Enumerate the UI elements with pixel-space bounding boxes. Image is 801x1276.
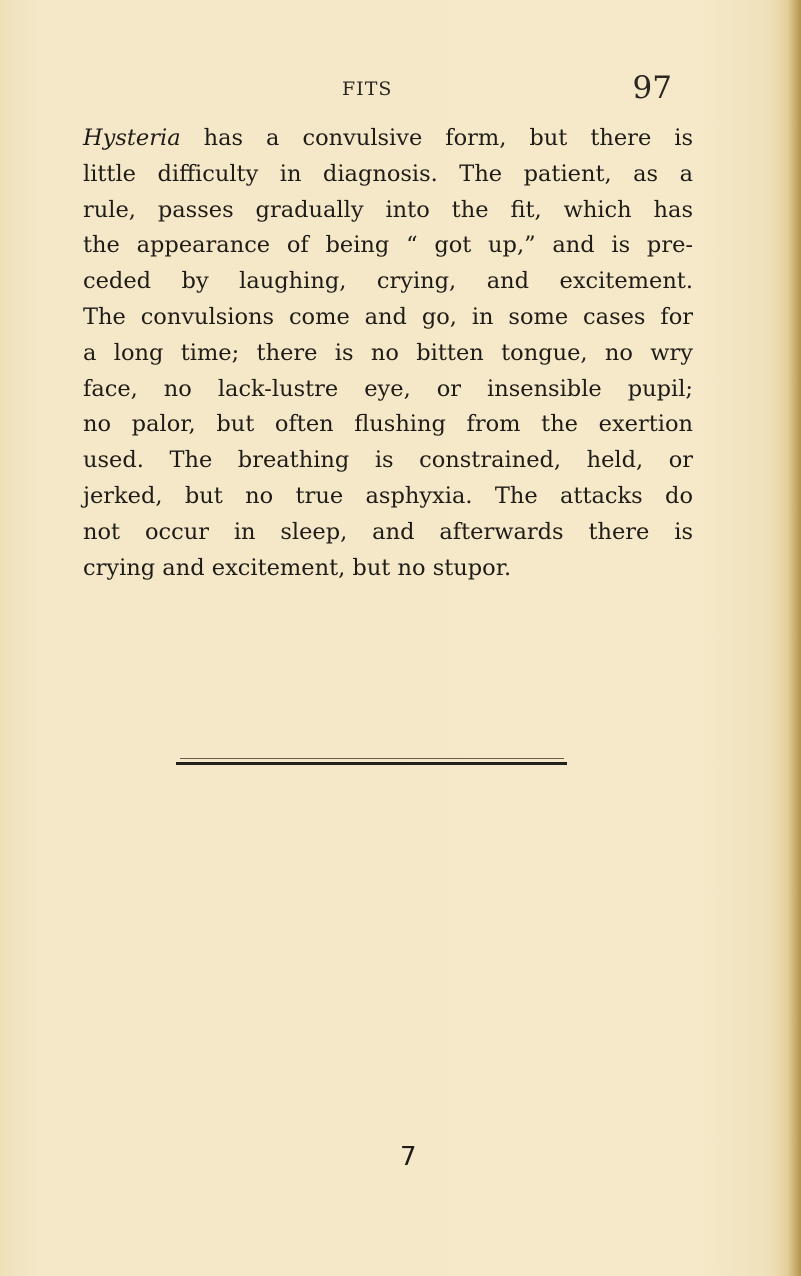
text-line: the appearance of being “ got up,” and is pre- xyxy=(83,232,693,259)
text-line: The convulsions come and go, in some cases for xyxy=(83,303,693,330)
text-line: used. The breathing is constrained, held, or xyxy=(83,447,693,474)
section-rule-thin xyxy=(180,758,564,759)
text-line: ceded by laughing, crying, and excitement. xyxy=(83,268,693,295)
signature-mark: 7 xyxy=(400,1142,417,1172)
text-line xyxy=(83,121,693,157)
text-line: face, no lack-lustre eye, or insensible pupil; xyxy=(83,375,693,402)
page-number: 97 xyxy=(632,70,672,106)
text-line: rule, passes gradually into the fit, which has xyxy=(83,196,693,223)
body-paragraph xyxy=(83,121,693,586)
text-line: little difficulty in diagnosis. The patient, as a xyxy=(83,160,693,187)
page-edge-shadow xyxy=(787,0,801,1276)
text-line: not occur in sleep, and afterwards there is xyxy=(83,518,693,545)
text-line: no palor, but often flushing from the exertion xyxy=(83,411,693,438)
section-rule xyxy=(176,762,567,765)
running-head xyxy=(80,70,680,110)
text-line: a long time; there is no bitten tongue, no wry xyxy=(83,339,693,366)
text-line-rest: has a convulsive form, but there is xyxy=(180,125,693,151)
running-head-title: FITS xyxy=(342,78,393,100)
text-line: jerked, but no true asphyxia. The attacks do xyxy=(83,482,693,509)
italic-term: Hysteria xyxy=(83,125,181,151)
text-line: crying and excitement, but no stupor. xyxy=(83,554,512,581)
